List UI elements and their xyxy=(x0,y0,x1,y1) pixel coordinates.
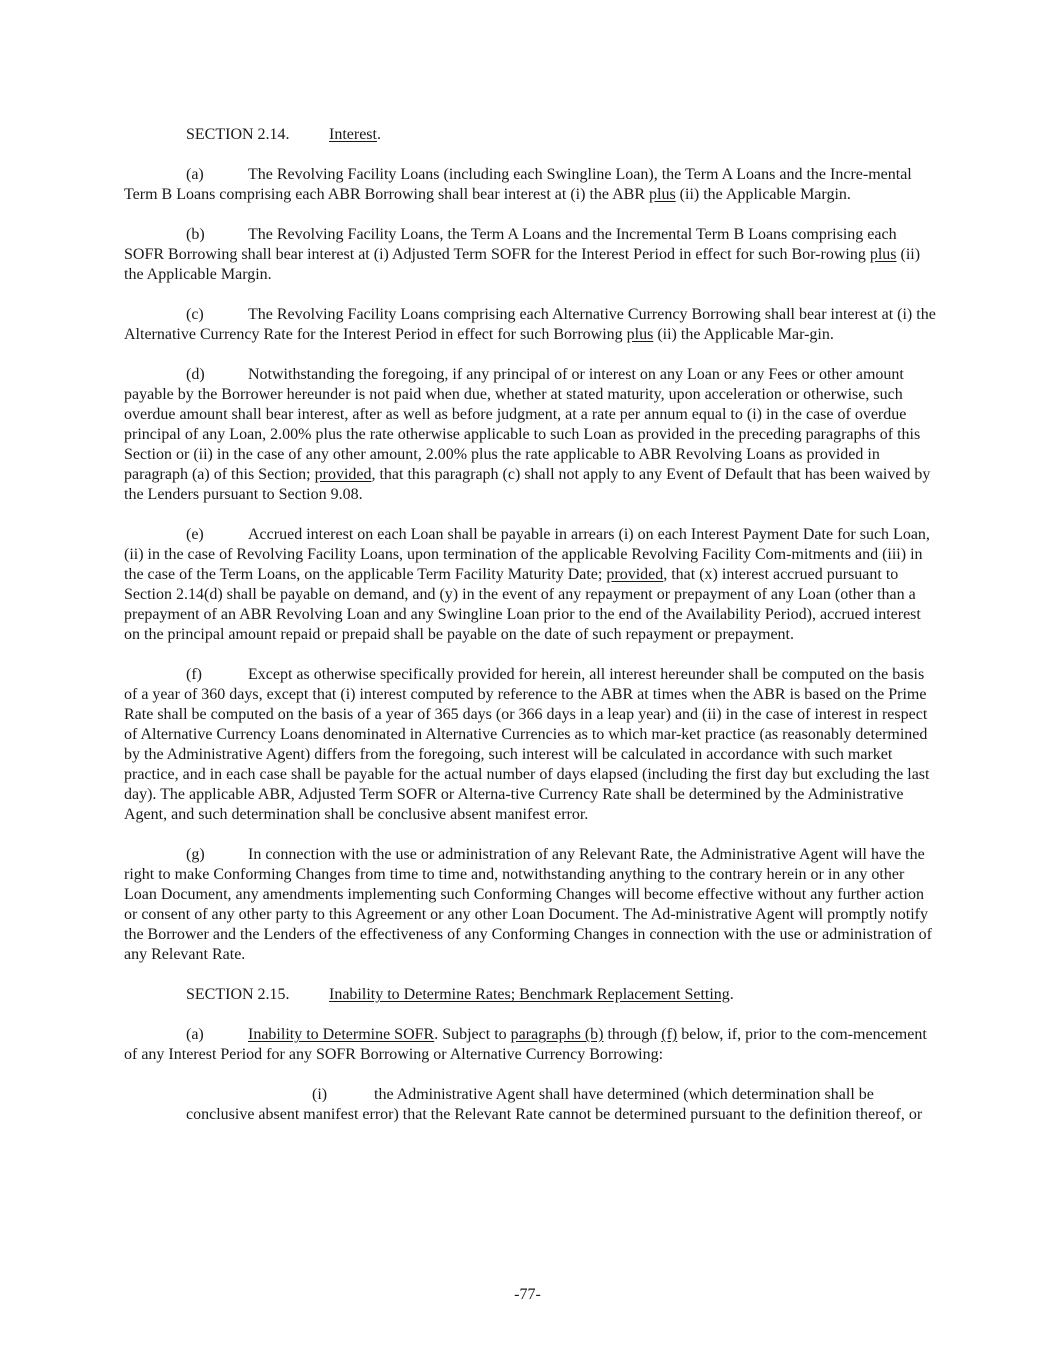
subparagraph-i: (i) the Administrative Agent shall have determined (which determination shall be conclusive absent manifest error) that the Relevant Rate cannot be determined pursuant to the definition thereof, or xyxy=(186,1086,923,1123)
paragraph-label: (a) xyxy=(186,1026,204,1043)
paragraph-b: (b) The Revolving Facility Loans, the Term A Loans and the Incremental Term B Loans comprising each SOFR Borrowing shall bear interest at (i) Adjusted Term SOFR for the Interest Period in effect for such Bor-rowing plus (ii) the Applicable Margin. xyxy=(124,226,921,283)
paragraph-label: (e) xyxy=(186,526,204,543)
paragraph-g: (g) In connection with the use or administration of any Relevant Rate, the Administrative Agent will have the right to make Conforming Changes from time to time and, notwithstanding anything to the contrary herein or in any other Loan Document, any amendments implementing such Conforming Changes will become effective without any further action or consent of any other party to this Agreement or any other Loan Document. The Ad-ministrative Agent will promptly notify the Borrower and the Lenders of the effectiveness of any Conforming Changes in connection with the use or administration of any Relevant Rate. xyxy=(124,846,932,963)
paragraph-label: (a) xyxy=(186,166,204,183)
paragraph-label: (g) xyxy=(186,846,205,863)
paragraph-c: (c) The Revolving Facility Loans comprising each Alternative Currency Borrowing shall bear interest at (i) the Alternative Currency Rate for the Interest Period in effect for such Borrowing plus (ii) the Applicable Mar-gin. xyxy=(124,306,936,343)
paragraph-label: (c) xyxy=(186,306,204,323)
paragraph-label: (d) xyxy=(186,366,205,383)
section-number: SECTION 2.15. xyxy=(186,986,290,1003)
section-2-14-heading: SECTION 2.14. Interest. xyxy=(186,126,381,143)
paragraph-a: (a) The Revolving Facility Loans (including each Swingline Loan), the Term A Loans and the Incre-mental Term B Loans comprising each ABR Borrowing shall bear interest at (i) the ABR plus (ii) the Applicable Margin. xyxy=(124,166,912,203)
document-page xyxy=(124,125,939,1125)
section-title: Interest xyxy=(329,126,377,143)
paragraph-label: (i) xyxy=(312,1086,328,1103)
paragraph-label: (f) xyxy=(186,666,202,683)
paragraph-f: (f) Except as otherwise specifically provided for herein, all interest hereunder shall be computed on the basis of a year of 360 days, except that (i) interest computed by reference to the ABR at times when the ABR is based on the Prime Rate shall be computed on the basis of a year of 365 days (or 366 days in a leap year) and (ii) in the case of interest in respect of Alternative Currency Loans denominated in Alternative Currencies as to which mar-ket practice (as reasonably determined by the Administrative Agent) differs from the foregoing, such interest will be calculated in accordance with such market practice, and in each case shall be payable for the actual number of days elapsed (including the first day but excluding the last day). The applicable ABR, Adjusted Term SOFR or Alterna-tive Currency Rate shall be determined by the Administrative Agent, and such determination shall be conclusive absent manifest error. xyxy=(124,666,930,823)
page-number: -77- xyxy=(514,1286,541,1303)
section-title: Inability to Determine Rates; Benchmark Replacement Setting xyxy=(329,986,730,1003)
paragraph-e: (e) Accrued interest on each Loan shall be payable in arrears (i) on each Interest Payment Date for such Loan, (ii) in the case of Revolving Facility Loans, upon termination of the applicable Revolving Facility Com-mitments and (iii) in the case of the Term Loans, on the applicable Term Facility Maturity Date; provided, that (x) interest accrued pursuant to Section 2.14(d) shall be payable on demand, and (y) in the event of any repayment or prepayment of any Loan (other than a prepayment of an ABR Revolving Loan and any Swingline Loan prior to the end of the Availability Period), accrued interest on the principal amount repaid or prepaid shall be payable on the date of such repayment or prepayment. xyxy=(124,526,930,643)
section-2-15-heading: SECTION 2.15. Inability to Determine Rates; Benchmark Replacement Setting. xyxy=(186,986,734,1003)
paragraph-d: (d) Notwithstanding the foregoing, if any principal of or interest on any Loan or any Fees or other amount payable by the Borrower hereunder is not paid when due, whether at stated maturity, upon acceleration or otherwise, such overdue amount shall bear interest, after as well as before judgment, at a rate per annum equal to (i) in the case of overdue principal of any Loan, 2.00% plus the rate otherwise applicable to such Loan as provided in the preceding paragraphs of this Section or (ii) in the case of any other amount, 2.00% plus the rate applicable to ABR Revolving Loans as provided in paragraph (a) of this Section; provided, that this paragraph (c) shall not apply to any Event of Default that has been waived by the Lenders pursuant to Section 9.08. xyxy=(124,366,931,503)
paragraph-heading: Inability to Determine SOFR xyxy=(248,1026,435,1043)
section-number: SECTION 2.14. xyxy=(186,126,290,143)
paragraph-label: (b) xyxy=(186,226,205,243)
paragraph-215-a: (a) Inability to Determine SOFR. Subject to paragraphs (b) through (f) below, if, prior to the com-mencement of any Interest Period for any SOFR Borrowing or Alternative Currency Borrowing: xyxy=(124,1026,927,1063)
